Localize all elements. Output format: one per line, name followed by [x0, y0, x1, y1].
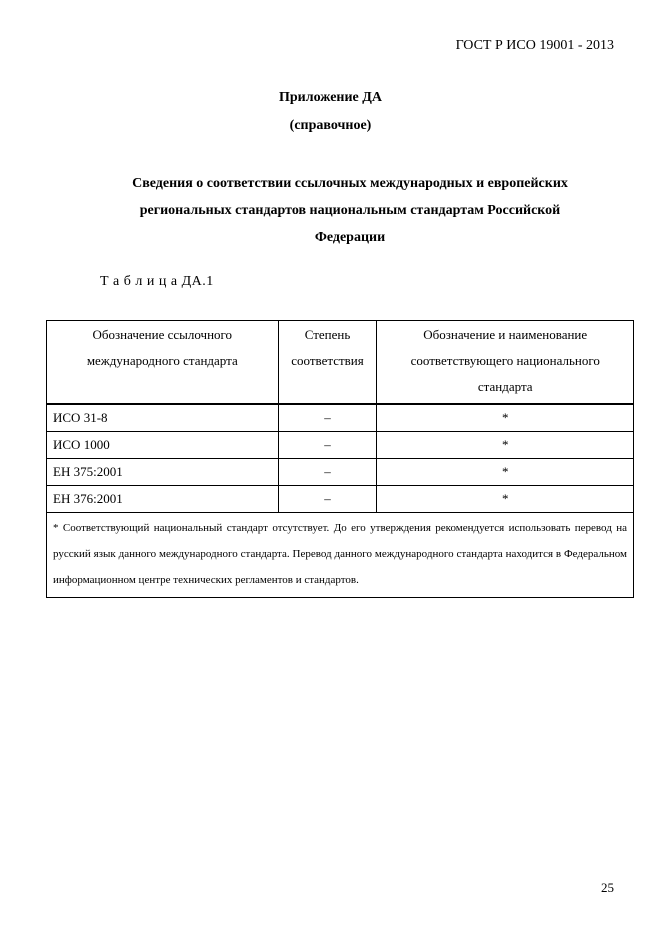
cell-degree: – — [278, 486, 377, 513]
table-footnote: * Соответствующий национальный стандарт отсутствует. До его утверждения рекомендуется использовать перевод на русский язык данного международного стандарта. Перевод данного международного стандарта находится в Федеральном информационном центре технических регламентов и стандартов. — [47, 513, 634, 598]
cell-national: * — [377, 404, 634, 432]
column-header-designation: Обозначение ссылочного международного стандарта — [47, 321, 279, 405]
annex-title: Приложение ДА — [278, 90, 383, 105]
table-row — [47, 404, 634, 432]
cell-degree: – — [278, 459, 377, 486]
page-number: 25 — [601, 880, 614, 895]
heading-line: Сведения о соответствии ссылочных международных и европейских — [132, 176, 568, 191]
annex-subtitle: (справочное) — [289, 118, 372, 133]
table-row — [47, 486, 634, 513]
cell-designation: ИСО 31-8 — [47, 404, 279, 432]
cell-degree: – — [278, 432, 377, 459]
heading-line: Федерации — [314, 230, 386, 245]
column-header-degree: Степень соответствия — [278, 321, 377, 405]
standard-code: ГОСТ Р ИСО 19001 - 2013 — [455, 38, 614, 53]
table-row — [47, 432, 634, 459]
cell-national: * — [377, 459, 634, 486]
heading-line: региональных стандартов национальным стандартам Российской — [139, 203, 561, 218]
table-header-row — [47, 321, 634, 405]
cell-national: * — [377, 432, 634, 459]
table-footnote-row — [47, 513, 634, 598]
table-row — [47, 459, 634, 486]
table-caption: Т а б л и ц а ДА.1 — [100, 274, 214, 289]
cell-designation: ИСО 1000 — [47, 432, 279, 459]
cell-degree: – — [278, 404, 377, 432]
cell-designation: ЕН 375:2001 — [47, 459, 279, 486]
column-header-national-standard: Обозначение и наименование соответствующего национального стандарта — [377, 321, 634, 405]
annex-heading — [95, 170, 605, 251]
reference-table — [46, 320, 634, 598]
cell-national: * — [377, 486, 634, 513]
cell-designation: ЕН 376:2001 — [47, 486, 279, 513]
